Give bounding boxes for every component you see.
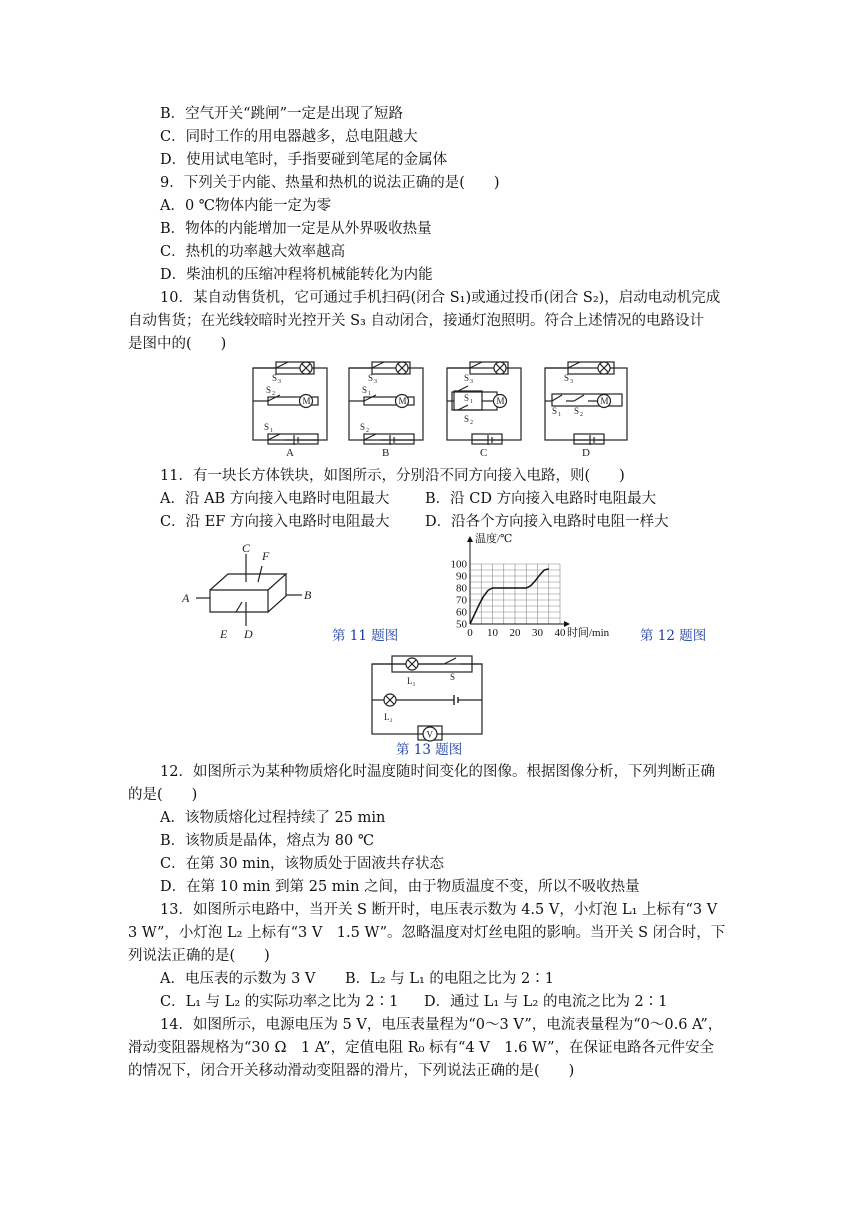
q12-option-c: C．在第 30 min，该物质处于固液共存状态 (160, 856, 444, 872)
q9-option-d: D．柴油机的压缩冲程将机械能转化为内能 (160, 267, 433, 283)
q13-option-c: C．L₁ 与 L₂ 的实际功率之比为 2∶1 (160, 994, 399, 1010)
chart-series-line (470, 569, 549, 624)
q13-label-l1: L₁ (407, 676, 416, 686)
q12-option-b: B．该物质是晶体，熔点为 80 ℃ (160, 833, 375, 849)
q8-option-d: D．使用试电笔时，手指要碰到笔尾的金属体 (160, 152, 448, 168)
q12-option-d: D．在第 10 min 到第 25 min 之间，由于物质温度不变，所以不吸收热量 (160, 879, 640, 895)
q11-option-d: D．沿各个方向接入电路时电阻一样大 (425, 514, 669, 530)
chart-x-tick-label: 0 (467, 627, 473, 639)
q9-option-a: A．0 ℃物体内能一定为零 (160, 198, 332, 214)
svg-text:1: 1 (470, 399, 473, 405)
svg-text:2: 2 (470, 420, 473, 426)
q13-voltmeter-label: V (426, 729, 433, 740)
q13-line-1: 13．如图所示电路中，当开关 S 断开时，电压表示数为 4.5 V，小灯泡 L₁ 上标有“3 V (160, 902, 718, 918)
q13-line-3: 列说法正确的是( ) (128, 948, 270, 964)
cuboid-label-f: F (262, 549, 270, 563)
svg-text:S: S (368, 373, 374, 383)
svg-text:S: S (464, 414, 470, 424)
q10-line-1: 10．某自动售货机，它可通过手机扫码(闭合 S₁)或通过投币(闭合 S₂)，启动电动机完成 (160, 290, 721, 306)
chart-y-label: 温度/℃ (475, 533, 513, 545)
svg-text:S: S (574, 406, 580, 416)
q11-option-a: A．沿 AB 方向接入电路时电阻最大 (160, 491, 390, 507)
q14-line-1: 14．如图所示，电源电压为 5 V，电压表量程为“0～3 V”，电流表量程为“0～0.6 A”， (160, 1017, 723, 1033)
chart-y-tick-label: 50 (456, 618, 467, 631)
q13-label-l2: L₂ (384, 712, 393, 722)
svg-text:M: M (496, 396, 505, 406)
q10-line-2: 自动售货；在光线较暗时光控开关 S₃ 自动闭合，接通灯泡照明。符合上述情况的电路设计 (128, 313, 704, 329)
q9-option-b: B．物体的内能增加一定是从外界吸收热量 (160, 221, 432, 237)
chart-y-axis-arrow (467, 536, 473, 542)
q9-stem: 9．下列关于内能、热量和热机的说法正确的是( ) (160, 175, 500, 191)
svg-text:M: M (398, 396, 407, 406)
circuit-a-diagram (248, 356, 332, 458)
q13-caption: 第 13 题图 (396, 742, 463, 758)
svg-text:S: S (464, 393, 470, 403)
chart-x-tick-label: 10 (487, 627, 498, 639)
cuboid-label-a: A (182, 591, 190, 605)
svg-text:S: S (362, 385, 368, 395)
cuboid-label-c: C (242, 541, 251, 555)
q11-stem: 11．有一块长方体铁块，如图所示，分别沿不同方向接入电路，则( ) (160, 468, 625, 484)
q13-option-d: D．通过 L₁ 与 L₂ 的电流之比为 2∶1 (424, 994, 668, 1010)
q12-option-a: A．该物质熔化过程持续了 25 min (160, 810, 386, 826)
circuit-b-diagram (344, 356, 428, 458)
q14-line-2: 滑动变阻器规格为“30 Ω 1 A”，定值电阻 R₀ 标有“4 V 1.6 W”，在保证电路各元件安全 (128, 1040, 715, 1056)
svg-text:2: 2 (272, 391, 275, 397)
svg-text:1: 1 (368, 391, 371, 397)
circuit-b-label: B (382, 447, 390, 458)
svg-text:3: 3 (278, 379, 281, 385)
svg-text:3: 3 (470, 379, 473, 385)
svg-text:M: M (302, 396, 311, 406)
svg-text:S: S (464, 373, 470, 383)
svg-text:S: S (264, 422, 270, 432)
chart-x-tick-label: 20 (509, 627, 521, 639)
svg-text:1: 1 (558, 412, 561, 418)
svg-text:S: S (564, 373, 570, 383)
svg-text:S: S (360, 422, 366, 432)
q11-cuboid-figure (176, 540, 326, 640)
q14-line-3: 的情况下，闭合开关移动滑动变阻器的滑片，下列说法正确的是( ) (128, 1063, 575, 1079)
q11-option-b: B．沿 CD 方向接入电路时电阻最大 (425, 491, 657, 507)
chart-y-tick-label: 90 (456, 570, 467, 583)
chart-x-tick-label: 30 (532, 627, 543, 639)
chart-y-tick-label: 100 (450, 558, 467, 571)
cuboid-label-e: E (220, 627, 228, 640)
q13-line-2: 3 W”，小灯泡 L₂ 上标有“3 V 1.5 W”。忽略温度对灯丝电阻的影响。当开关 S 闭合时，下 (128, 925, 726, 941)
q12-line-2: 的是( ) (128, 787, 198, 803)
svg-text:S: S (266, 385, 272, 395)
circuit-c-label: C (480, 447, 488, 458)
chart-y-tick-label: 70 (456, 594, 467, 607)
svg-text:S: S (552, 406, 558, 416)
svg-text:M: M (600, 396, 609, 406)
cuboid-label-b: B (304, 588, 312, 602)
q13-option-a: A．电压表的示数为 3 V (160, 971, 316, 987)
chart-y-tick-label: 60 (456, 606, 467, 619)
q13-option-b: B．L₂ 与 L₁ 的电阻之比为 2∶1 (345, 971, 554, 987)
svg-text:2: 2 (366, 428, 369, 434)
q11-option-c: C．沿 EF 方向接入电路时电阻最大 (160, 514, 390, 530)
svg-text:S: S (272, 373, 278, 383)
circuit-d-label: D (582, 447, 590, 458)
q13-label-s: S (450, 672, 456, 682)
chart-x-label: 时间/min (567, 627, 610, 639)
q12-caption: 第 12 题图 (640, 628, 707, 644)
svg-text:2: 2 (580, 412, 583, 418)
q13-circuit-figure (362, 650, 492, 742)
q8-option-b: B．空气开关“跳闸”一定是出现了短路 (160, 106, 403, 122)
chart-y-tick-label: 80 (456, 582, 467, 595)
q8-option-c: C．同时工作的用电器越多，总电阻越大 (160, 129, 418, 145)
circuit-c-diagram (442, 356, 526, 458)
svg-text:3: 3 (374, 379, 377, 385)
cuboid-label-d: D (244, 627, 253, 640)
circuit-a-label: A (286, 447, 294, 458)
svg-text:1: 1 (270, 428, 273, 434)
chart-x-tick-label: 40 (554, 627, 566, 639)
q12-line-1: 12．如图所示为某种物质熔化时温度随时间变化的图像。根据图像分析，下列判断正确 (160, 764, 715, 780)
q9-option-c: C．热机的功率越大效率越高 (160, 244, 346, 260)
q10-line-3: 是图中的( ) (128, 336, 227, 352)
svg-text:3: 3 (570, 379, 573, 385)
circuit-d-diagram (540, 356, 632, 458)
q11-caption: 第 11 题图 (332, 628, 399, 644)
q12-temperature-chart (440, 532, 640, 644)
